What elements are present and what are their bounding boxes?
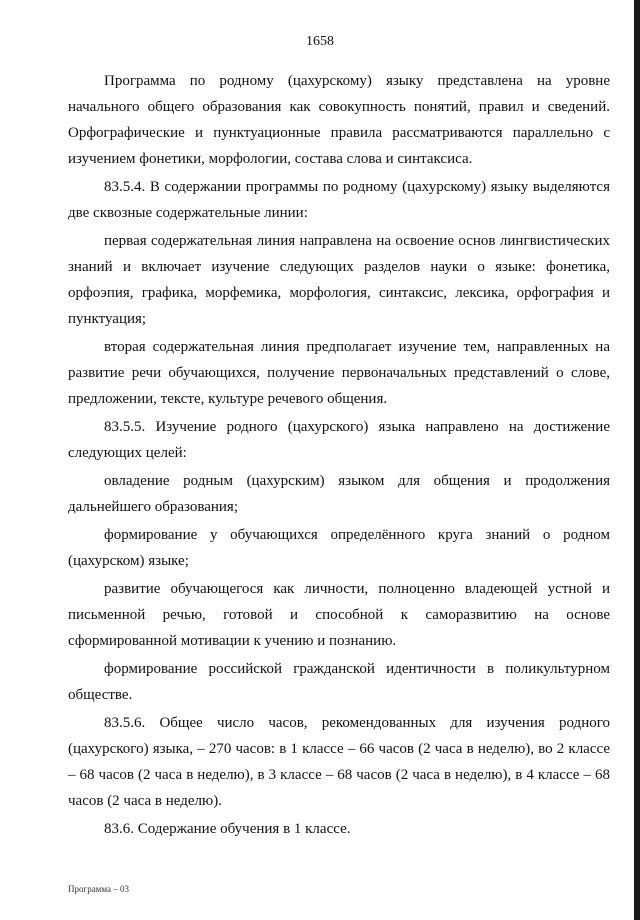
paragraph-83-5-4: 83.5.4. В содержании программы по родному (цахурскому) языку выделяются две сквозные содержательные линии: xyxy=(68,179,610,221)
paragraph-goal-one: овладение родным (цахурским) языком для общения и продолжения дальнейшего образования; xyxy=(68,473,610,515)
paragraph-goal-two: формирование у обучающихся определённого круга знаний о родном (цахурском) языке; xyxy=(68,527,610,569)
paragraph-83-5-6: 83.5.6. Общее число часов, рекомендованных для изучения родного (цахурского) языка, – 270 часов: в 1 классе – 66 часов (2 часа в неделю), во 2 классе – 68 часов (2 часа в неделю), в 3 классе – 68 часов (2 часа в неделю), в 4 классе – 68 часов (2 часа в неделю). xyxy=(68,715,610,809)
footer-label: Программа – 03 xyxy=(68,884,130,894)
paragraph-83-6: 83.6. Содержание обучения в 1 классе. xyxy=(104,821,351,837)
paragraph-line-two: вторая содержательная линия предполагает изучение тем, направленных на развитие речи обучающихся, получение первоначальных представлений о слове, предложении, тексте, культуре речевого общения. xyxy=(68,339,610,407)
body-text xyxy=(68,68,610,842)
page-number: 1658 xyxy=(306,34,334,49)
paragraph-goal-four: формирование российской гражданской идентичности в поликультурном обществе. xyxy=(68,661,610,703)
paragraph-83-5-5: 83.5.5. Изучение родного (цахурского) языка направлено на достижение следующих целей: xyxy=(68,419,610,461)
paragraph-goal-three: развитие обучающегося как личности, полноценно владеющей устной и письменной речью, готовой и способной к саморазвитию на основе сформированной мотивации к учению и познанию. xyxy=(68,581,610,649)
paragraph-line-one: первая содержательная линия направлена на освоение основ лингвистических знаний и включает изучение следующих разделов науки о языке: фонетика, орфоэпия, графика, морфемика, морфология, синтаксис, лексика, орфография и пунктуация; xyxy=(68,233,610,327)
scan-edge xyxy=(634,0,640,920)
paragraph-intro: Программа по родному (цахурскому) языку представлена на уровне начального общего образования как совокупность понятий, правил и сведений. Орфографические и пунктуационные правила рассматриваются параллельно с изучением фонетики, морфологии, состава слова и синтаксиса. xyxy=(68,73,610,167)
